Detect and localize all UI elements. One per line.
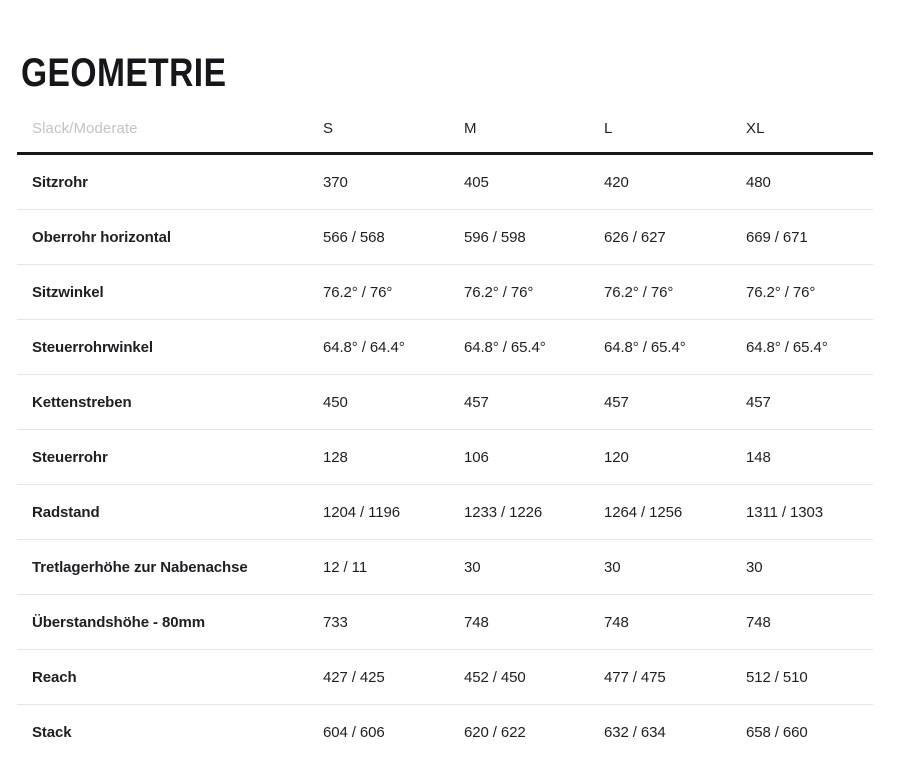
cell-value: 748 bbox=[464, 613, 489, 631]
cell-value: 76.2° / 76° bbox=[746, 283, 816, 301]
cell-value: 450 bbox=[323, 393, 348, 411]
cell-value: 596 / 598 bbox=[464, 228, 526, 246]
cell-value: 1204 / 1196 bbox=[323, 503, 401, 521]
table-row bbox=[17, 155, 873, 210]
cell-value: 370 bbox=[323, 173, 348, 191]
cell-value: 30 bbox=[464, 558, 481, 576]
cell-value: 620 / 622 bbox=[464, 723, 526, 741]
cell-value: 120 bbox=[604, 448, 629, 466]
cell-value: 1233 / 1226 bbox=[464, 503, 543, 521]
cell-value: 405 bbox=[464, 173, 489, 191]
column-header-l: L bbox=[604, 120, 613, 137]
table-row bbox=[17, 320, 873, 375]
cell-value: 626 / 627 bbox=[604, 228, 666, 246]
cell-value: 748 bbox=[746, 613, 771, 631]
cell-value: 669 / 671 bbox=[746, 228, 808, 246]
cell-value: 64.8° / 65.4° bbox=[604, 338, 686, 356]
geometry-table bbox=[17, 105, 873, 759]
cell-value: 512 / 510 bbox=[746, 668, 808, 686]
cell-value: 748 bbox=[604, 613, 629, 631]
cell-value: 632 / 634 bbox=[604, 723, 666, 741]
row-label: Kettenstreben bbox=[32, 393, 132, 411]
row-label: Steuerrohrwinkel bbox=[32, 338, 153, 356]
row-label: Radstand bbox=[32, 503, 100, 521]
cell-value: 64.8° / 65.4° bbox=[746, 338, 828, 356]
table-row bbox=[17, 485, 873, 540]
cell-value: 480 bbox=[746, 173, 771, 191]
cell-value: 477 / 475 bbox=[604, 668, 666, 686]
column-header-m: M bbox=[464, 120, 477, 137]
cell-value: 1311 / 1303 bbox=[746, 503, 824, 521]
page-title: GEOMETRIE bbox=[21, 50, 227, 95]
table-row bbox=[17, 265, 873, 320]
row-label: Stack bbox=[32, 723, 72, 741]
cell-value: 457 bbox=[604, 393, 629, 411]
table-row bbox=[17, 375, 873, 430]
table-row bbox=[17, 705, 873, 759]
cell-value: 604 / 606 bbox=[323, 723, 385, 741]
cell-value: 12 / 11 bbox=[323, 558, 368, 576]
cell-value: 76.2° / 76° bbox=[604, 283, 674, 301]
row-label: Reach bbox=[32, 668, 77, 686]
cell-value: 64.8° / 65.4° bbox=[464, 338, 546, 356]
row-label: Überstandshöhe - 80mm bbox=[32, 613, 205, 631]
geometry-table-body bbox=[17, 155, 873, 759]
cell-value: 64.8° / 64.4° bbox=[323, 338, 405, 356]
cell-value: 420 bbox=[604, 173, 629, 191]
cell-value: 148 bbox=[746, 448, 771, 466]
cell-value: 76.2° / 76° bbox=[323, 283, 393, 301]
column-header-s: S bbox=[323, 120, 334, 137]
table-header-row bbox=[17, 105, 873, 155]
cell-value: 457 bbox=[746, 393, 771, 411]
table-row bbox=[17, 540, 873, 595]
cell-value: 457 bbox=[464, 393, 489, 411]
cell-value: 76.2° / 76° bbox=[464, 283, 534, 301]
table-row bbox=[17, 210, 873, 265]
column-header-xl: XL bbox=[746, 120, 765, 137]
cell-value: 30 bbox=[604, 558, 621, 576]
header-config-label: Slack/Moderate bbox=[32, 120, 138, 137]
table-row bbox=[17, 595, 873, 650]
cell-value: 427 / 425 bbox=[323, 668, 385, 686]
cell-value: 1264 / 1256 bbox=[604, 503, 683, 521]
cell-value: 733 bbox=[323, 613, 348, 631]
row-label: Steuerrohr bbox=[32, 448, 108, 466]
cell-value: 566 / 568 bbox=[323, 228, 385, 246]
cell-value: 128 bbox=[323, 448, 348, 466]
row-label: Sitzwinkel bbox=[32, 283, 104, 301]
cell-value: 30 bbox=[746, 558, 763, 576]
row-label: Oberrohr horizontal bbox=[32, 228, 171, 246]
row-label: Sitzrohr bbox=[32, 173, 88, 191]
cell-value: 452 / 450 bbox=[464, 668, 526, 686]
row-label: Tretlagerhöhe zur Nabenachse bbox=[32, 558, 248, 576]
table-row bbox=[17, 650, 873, 705]
cell-value: 106 bbox=[464, 448, 489, 466]
cell-value: 658 / 660 bbox=[746, 723, 808, 741]
table-row bbox=[17, 430, 873, 485]
